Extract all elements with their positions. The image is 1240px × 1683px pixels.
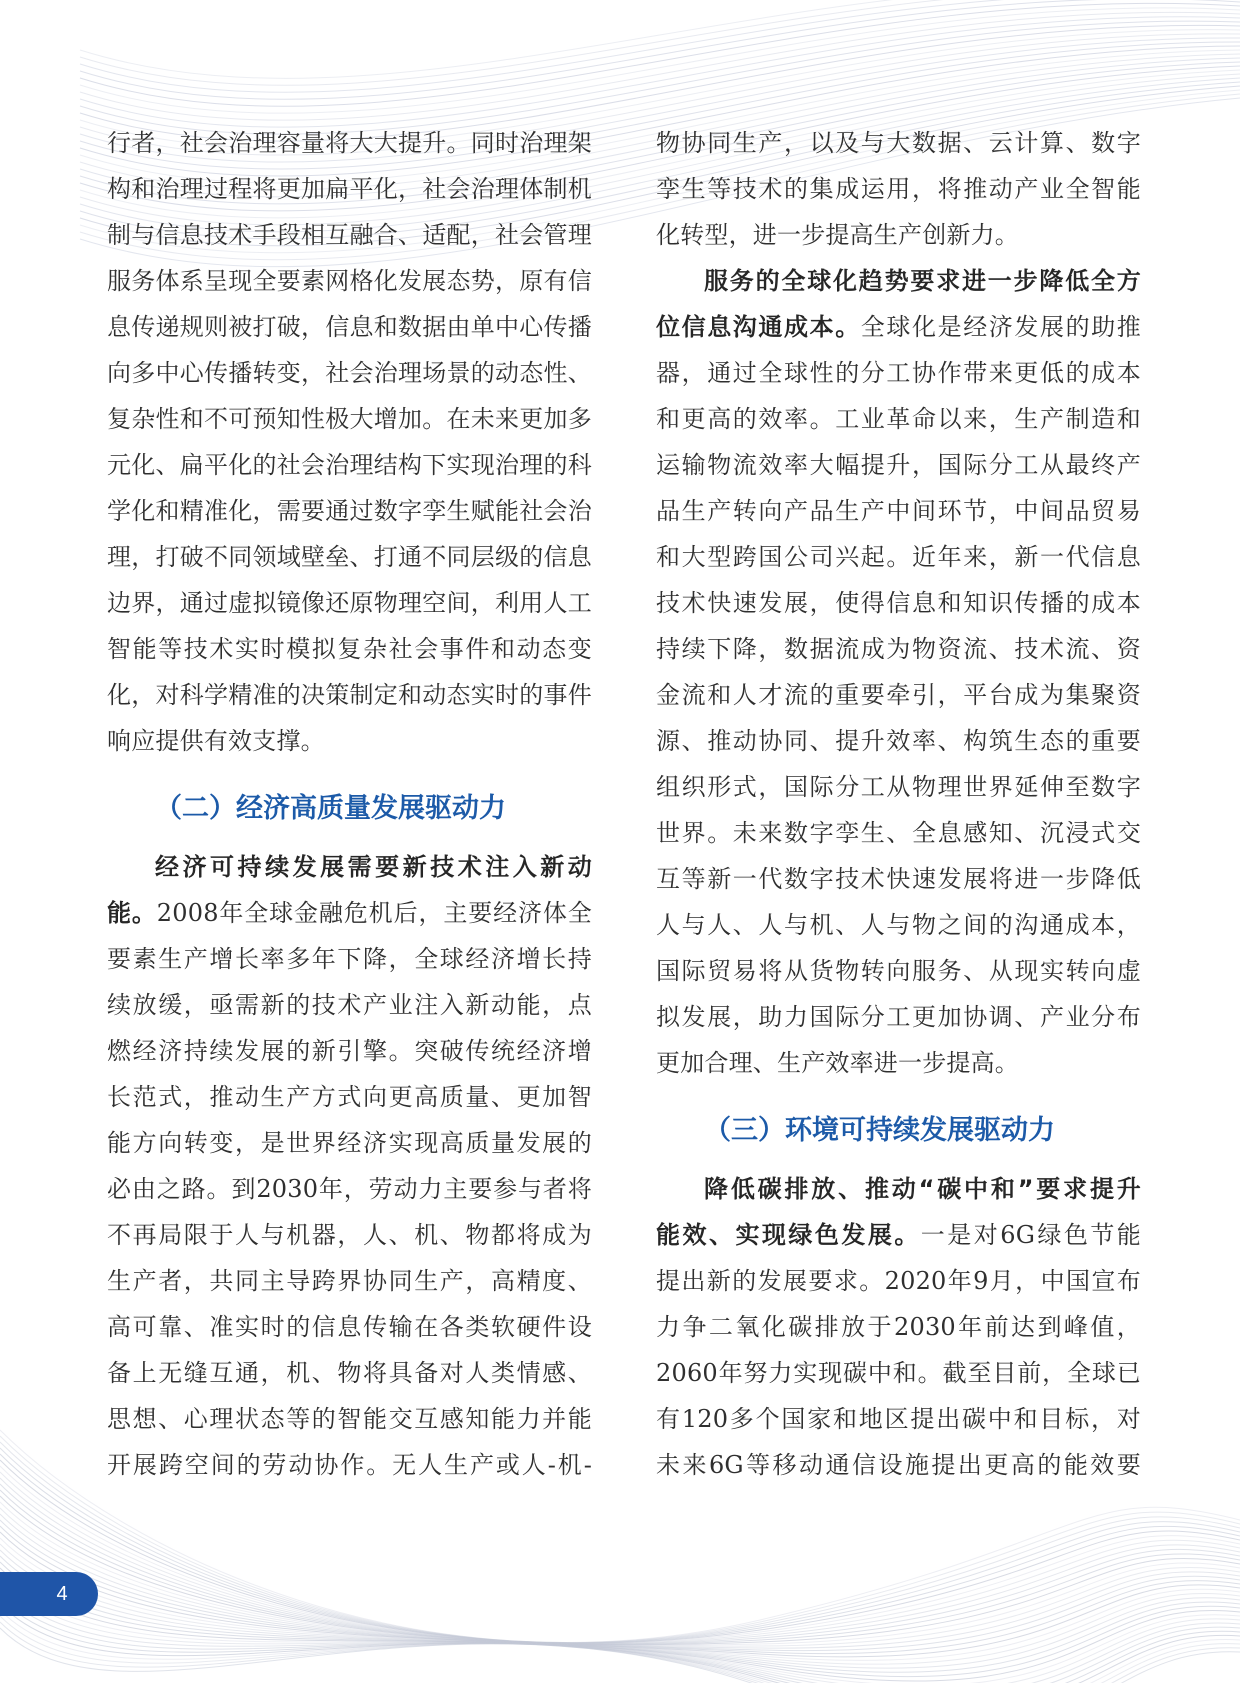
bold-lead-end: 能效、实现绿色发展。 (656, 1221, 921, 1249)
text-line: 响应提供有效支撑。 (107, 727, 325, 755)
text-line: 制与信息技术手段相互融合、适配，社会管理 (107, 221, 592, 249)
text-line: 化转型，进一步提高生产创新力。 (656, 221, 1019, 249)
text-line: 边界，通过虚拟镜像还原物理空间，利用人工 (107, 589, 592, 617)
text-line: 息传递规则被打破，信息和数据由单中心传播 (107, 313, 592, 341)
text-line (656, 1212, 1141, 1258)
text-line: 未来6G等移动通信设施提出更高的能效要 (656, 1451, 1141, 1479)
text-line: 更加合理、生产效率进一步提高。 (656, 1049, 1019, 1077)
section-heading-economy: （二）经济高质量发展驱动力 (155, 793, 506, 824)
wave-line (0, 1610, 1240, 1683)
wave-line (0, 1508, 1240, 1646)
wave-line (0, 1586, 1240, 1683)
bold-lead: 经济可持续发展需要新技术注入新动 (155, 853, 592, 881)
wave-line (0, 1484, 1240, 1644)
text-line: 行者，社会治理容量将大大提升。同时治理架 (107, 129, 592, 157)
text-line: 和更高的效率。工业革命以来，生产制造和 (656, 405, 1141, 433)
right-column (656, 120, 1141, 1488)
text-line: 运输物流效率大幅提升，国际分工从最终产 (656, 451, 1141, 479)
wave-line (0, 1466, 1240, 1643)
wave-line (0, 1550, 1240, 1668)
paragraph-environment (656, 1166, 1141, 1488)
paragraph-continued (656, 120, 1141, 258)
text-span: 全球化是经济发展的助推 (860, 313, 1141, 341)
left-column (107, 120, 592, 1488)
paragraph-economy (107, 844, 592, 1488)
text-line: 和大型跨国公司兴起。近年来，新一代信息 (656, 543, 1141, 571)
wave-line (0, 1490, 1240, 1644)
page-number-badge: 4 (0, 1572, 98, 1616)
text-line: 长范式，推动生产方式向更高质量、更加智 (107, 1083, 592, 1111)
wave-line (0, 1592, 1240, 1683)
wave-line (0, 1502, 1240, 1645)
wave-line (80, 0, 1240, 78)
wave-line (0, 1598, 1240, 1683)
text-line-bold (656, 258, 1141, 304)
text-line: 续放缓，亟需新的技术产业注入新动能，点 (107, 991, 592, 1019)
bold-lead-end: 能。 (107, 899, 157, 927)
wave-line (80, 21, 1240, 134)
text-line: 生产者，共同主导跨界协同生产，高精度、 (107, 1267, 592, 1295)
bold-lead: 服务的全球化趋势要求进一步降低全方 (704, 267, 1141, 295)
text-line: 理，打破不同领域壁垒、打通不同层级的信息 (107, 543, 592, 571)
wave-line (80, 8, 1240, 113)
text-line: 备上无缝互通，机、物将具备对人类情感、 (107, 1359, 592, 1387)
text-line: 持续下降，数据流成为物资流、技术流、资 (656, 635, 1141, 663)
text-line: 燃经济持续发展的新引擎。突破传统经济增 (107, 1037, 592, 1065)
text-line: 高可靠、准实时的信息传输在各类软硬件设 (107, 1313, 592, 1341)
paragraph-social-governance (107, 120, 592, 764)
text-line: 器，通过全球性的分工协作带来更低的成本 (656, 359, 1141, 387)
text-line: 力争二氧化碳排放于2030年前达到峰值， (656, 1313, 1141, 1341)
wave-line (0, 1532, 1240, 1657)
paragraph-globalization (656, 258, 1141, 1086)
wave-line (0, 1556, 1240, 1672)
text-line: 向多中心传播转变，社会治理场景的动态性、 (107, 359, 592, 387)
wave-line (80, 0, 1240, 85)
wave-line (0, 1628, 1240, 1683)
wave-line (0, 1478, 1240, 1644)
wave-line (0, 1496, 1240, 1645)
text-line: 构和治理过程将更加扁平化，社会治理体制机 (107, 175, 592, 203)
wave-line (0, 1544, 1240, 1664)
text-line: 能方向转变，是世界经济实现高质量发展的 (107, 1129, 592, 1157)
bold-lead-end: 位信息沟通成本。 (656, 313, 861, 341)
text-line (656, 304, 1141, 350)
text-line: 要素生产增长率多年下降，全球经济增长持 (107, 945, 592, 973)
text-line: 元化、扁平化的社会治理结构下实现治理的科 (107, 451, 592, 479)
text-line: 组织形式，国际分工从物理世界延伸至数字 (656, 773, 1141, 801)
text-span: 2008年全球金融危机后，主要经济体全 (156, 899, 592, 927)
section-heading-environment: （三）环境可持续发展驱动力 (704, 1115, 1055, 1146)
text-span: 一是对6G绿色节能 (920, 1221, 1141, 1249)
text-line: 品生产转向产品生产中间环节，中间品贸易 (656, 497, 1141, 525)
text-line: 孪生等技术的集成运用，将推动产业全智能 (656, 175, 1141, 203)
text-line: 复杂性和不可预知性极大增加。在未来更加多 (107, 405, 592, 433)
text-line: 技术快速发展，使得信息和知识传播的成本 (656, 589, 1141, 617)
text-line-bold (656, 1166, 1141, 1212)
text-line: 学化和精准化，需要通过数字孪生赋能社会治 (107, 497, 592, 525)
wave-line (0, 1514, 1240, 1648)
wave-line (0, 1622, 1240, 1683)
text-line: 互等新一代数字技术快速发展将进一步降低 (656, 865, 1141, 893)
text-line: 物协同生产，以及与大数据、云计算、数字 (656, 129, 1141, 157)
text-line: 提出新的发展要求。2020年9月，中国宣布 (656, 1267, 1141, 1295)
text-line: 必由之路。到2030年，劳动力主要参与者将 (107, 1175, 592, 1203)
wave-line (80, 3, 1240, 106)
text-line: 世界。未来数字孪生、全息感知、沉浸式交 (656, 819, 1141, 847)
wave-line (0, 1562, 1240, 1677)
wave-line (0, 1574, 1240, 1683)
wave-line (0, 1616, 1240, 1683)
text-line: 智能等技术实时模拟复杂社会事件和动态变 (107, 635, 592, 663)
text-line: 人与人、人与机、人与物之间的沟通成本， (656, 911, 1141, 939)
text-line: 金流和人才流的重要牵引，平台成为集聚资 (656, 681, 1141, 709)
wave-line (80, 12, 1240, 120)
text-line: 有120多个国家和地区提出碳中和目标，对 (656, 1405, 1141, 1433)
text-line: 源、推动协同、提升效率、构筑生态的重要 (656, 727, 1141, 755)
text-line: 不再局限于人与机器，人、机、物都将成为 (107, 1221, 592, 1249)
text-line: 拟发展，助力国际分工更加协调、产业分布 (656, 1003, 1141, 1031)
text-line: 服务体系呈现全要素网格化发展态势，原有信 (107, 267, 592, 295)
wave-line (0, 1568, 1240, 1681)
wave-line (0, 1538, 1240, 1660)
bold-lead: 降低碳排放、推动“碳中和”要求提升 (704, 1175, 1141, 1203)
wave-line (0, 1526, 1240, 1654)
text-line: 2060年努力实现碳中和。截至目前，全球已 (656, 1359, 1141, 1387)
text-line: 开展跨空间的劳动协作。无人生产或人-机- (107, 1451, 592, 1479)
text-line: 国际贸易将从货物转向服务、从现实转向虚 (656, 957, 1141, 985)
wave-line (0, 1472, 1240, 1644)
wave-line (0, 1520, 1240, 1651)
text-line: 思想、心理状态等的智能交互感知能力并能 (107, 1405, 592, 1433)
wave-line (80, 0, 1240, 99)
wave-line (0, 1580, 1240, 1683)
text-line (107, 890, 592, 936)
wave-line (0, 1604, 1240, 1683)
wave-line (80, 17, 1240, 127)
text-line-bold (107, 844, 592, 890)
wave-line (80, 0, 1240, 92)
text-line: 化，对科学精准的决策制定和动态实时的事件 (107, 681, 592, 709)
